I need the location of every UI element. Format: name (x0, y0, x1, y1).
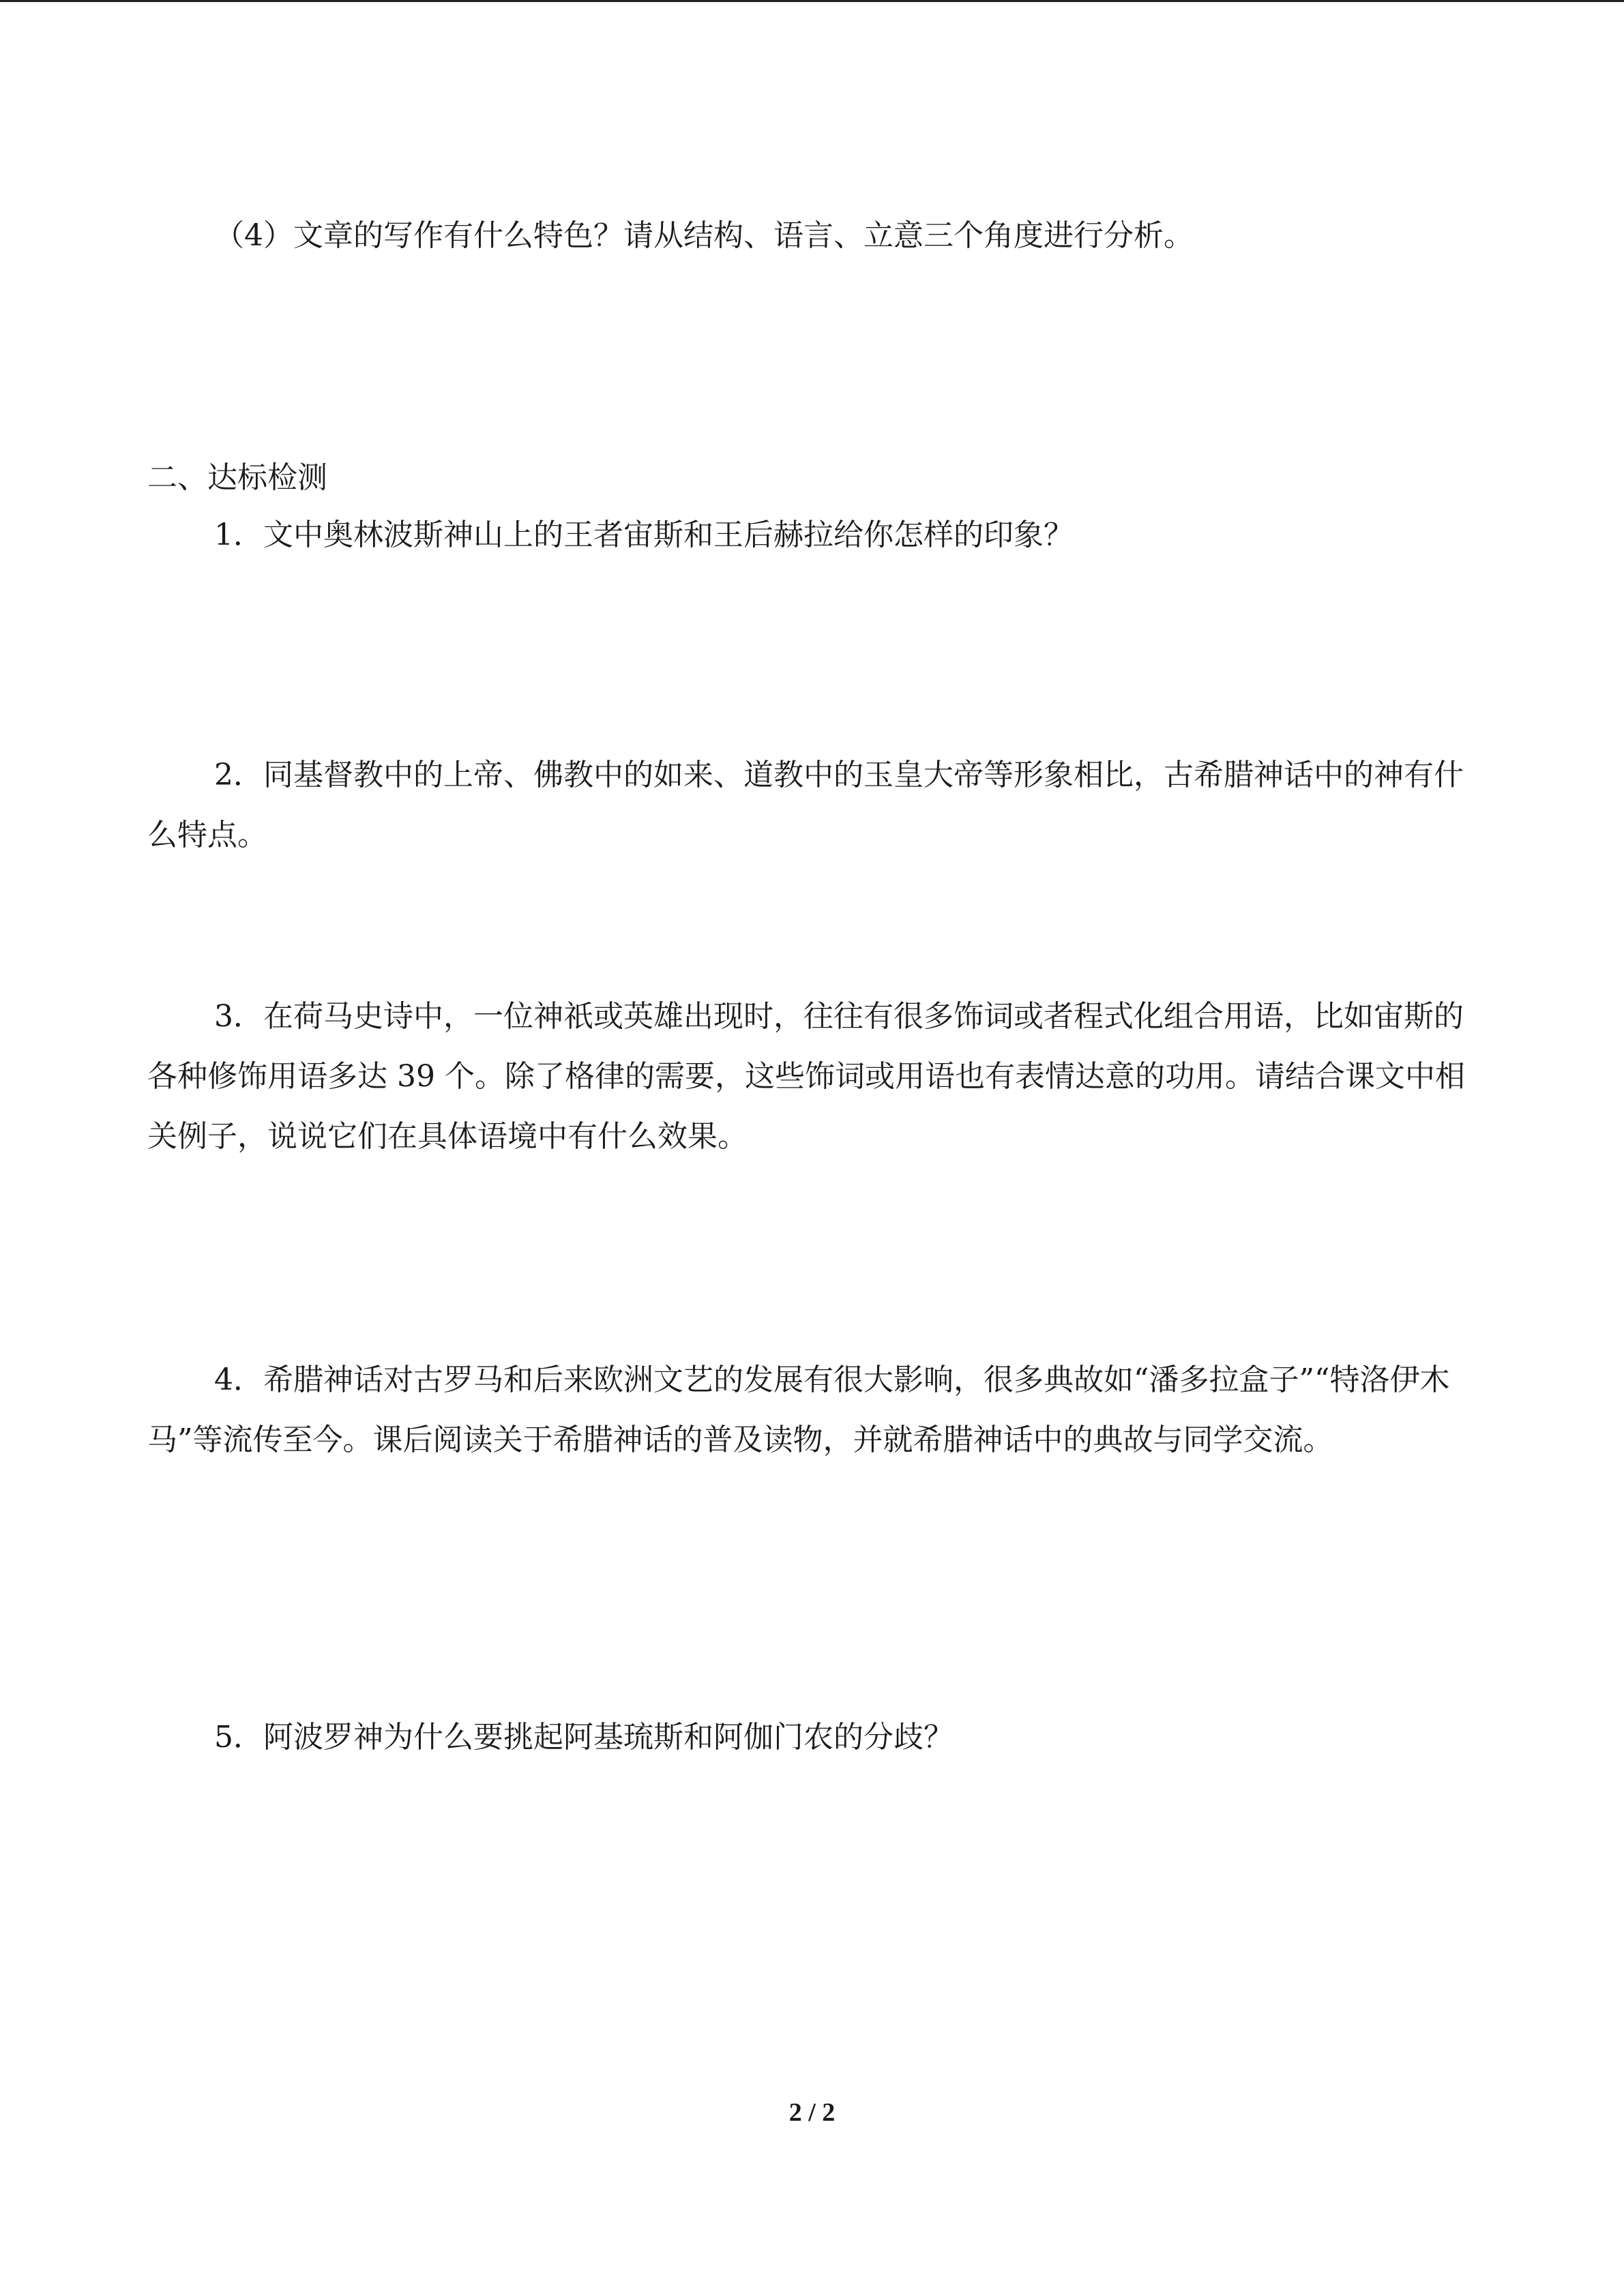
item-1: 1．文中奥林波斯神山上的王者宙斯和王后赫拉给你怎样的印象？ (214, 518, 1074, 552)
question-4-analysis: （4）文章的写作有什么特色？请从结构、语言、立意三个角度进行分析。 (214, 218, 1194, 253)
item-2: 2．同基督教中的上帝、佛教中的如来、道教中的玉皇大帝等形象相比，古希腊神话中的神有什么特点。 (147, 758, 1464, 852)
item-3: 3．在荷马史诗中，一位神祇或英雄出现时，往往有很多饰词或者程式化组合用语，比如宙斯的各种修饰用语多达 39 个。除了格律的需要，这些饰词或用语也有表情达意的功用。请结合课文中相关例子，说说它们在具体语境中有什么效果。 (147, 999, 1465, 1154)
page-number: 2 / 2 (788, 2098, 836, 2127)
item-4: 4．希腊神话对古罗马和后来欧洲文艺的发展有很大影响，很多典故如“潘多拉盒子”“特洛伊木马”等流传至今。课后阅读关于希腊神话的普及读物，并就希腊神话中的典故与同学交流。 (147, 1362, 1450, 1457)
item-5: 5．阿波罗神为什么要挑起阿基琉斯和阿伽门农的分歧？ (214, 1720, 954, 1755)
section-heading: 二、达标检测 (147, 460, 327, 495)
top-border-line (0, 0, 1624, 2)
